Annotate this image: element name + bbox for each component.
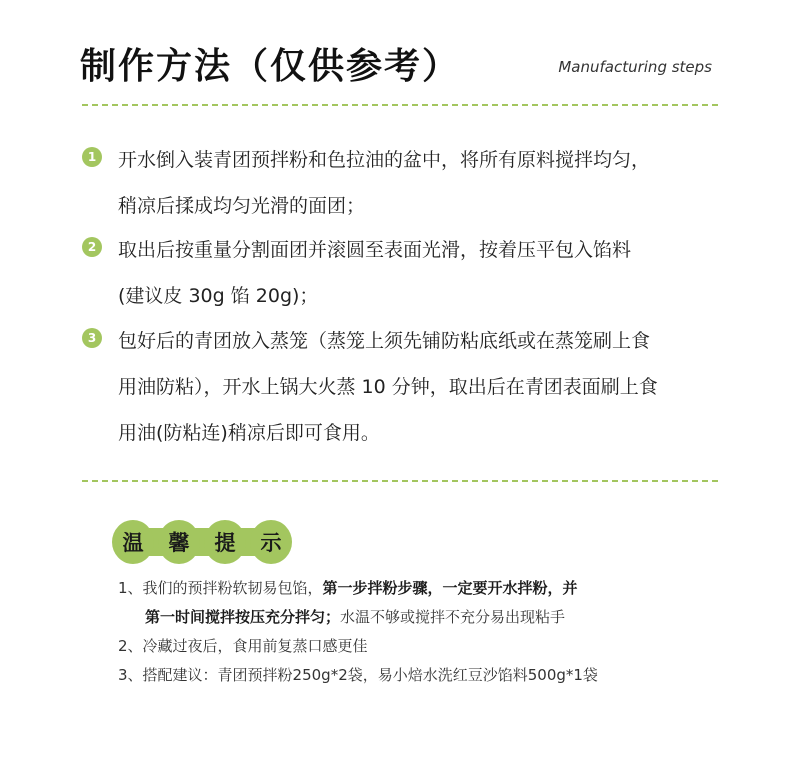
- page-subtitle: Manufacturing steps: [558, 58, 712, 76]
- step-text-line: 用油防粘），开水上锅大火蒸 10 分钟，取出后在青团表面刷上食: [118, 376, 658, 398]
- bottom-divider: [82, 480, 718, 482]
- step-text: [118, 318, 722, 456]
- note-1-emphasis-cont: 第一时间搅拌按压充分拌匀；: [145, 608, 341, 626]
- tips-char: 温: [112, 520, 154, 564]
- step-text-line: 包好后的青团放入蒸笼（蒸笼上须先铺防粘底纸或在蒸笼刷上食: [118, 330, 651, 352]
- step-text-line: 取出后按重量分割面团并滚圆至表面光滑，按着压平包入馅料: [118, 239, 632, 261]
- step-1: [82, 137, 722, 229]
- step-number-badge: 3: [82, 328, 102, 348]
- top-divider: [82, 104, 718, 106]
- tips-banner: [110, 520, 294, 564]
- note-1-cont: [118, 603, 738, 632]
- note-3: 3、搭配建议：青团预拌粉250g*2袋，易小焙水洗红豆沙馅料500g*1袋: [118, 666, 598, 684]
- page-title: 制作方法（仅供参考）: [80, 46, 461, 87]
- tips-char: 馨: [158, 520, 200, 564]
- tips-char: 示: [250, 520, 292, 564]
- step-2: [82, 227, 722, 319]
- step-text: [118, 227, 722, 319]
- step-text: [118, 137, 722, 229]
- note-1-tail: 水温不够或搅拌不充分易出现粘手: [340, 608, 566, 626]
- step-number-badge: 1: [82, 147, 102, 167]
- step-number-badge: 2: [82, 237, 102, 257]
- step-3: [82, 318, 722, 456]
- step-text-line: (建议皮 30g 馅 20g)；: [118, 285, 319, 307]
- note-1-emphasis: 第一步拌粉步骤，一定要开水拌粉，并: [322, 579, 578, 597]
- step-text-line: 稍凉后揉成均匀光滑的面团；: [118, 195, 366, 217]
- tips-char: 提: [204, 520, 246, 564]
- step-text-line: 开水倒入装青团预拌粉和色拉油的盆中，将所有原料搅拌均匀，: [118, 149, 651, 171]
- step-text-line: 用油(防粘连)稍凉后即可食用。: [118, 422, 380, 444]
- note-1-intro: 1、我们的预拌粉软韧易包馅，: [118, 579, 323, 597]
- note-2: 2、冷藏过夜后，食用前复蒸口感更佳: [118, 637, 368, 655]
- note-1: [118, 574, 738, 603]
- tips-notes: [118, 574, 738, 690]
